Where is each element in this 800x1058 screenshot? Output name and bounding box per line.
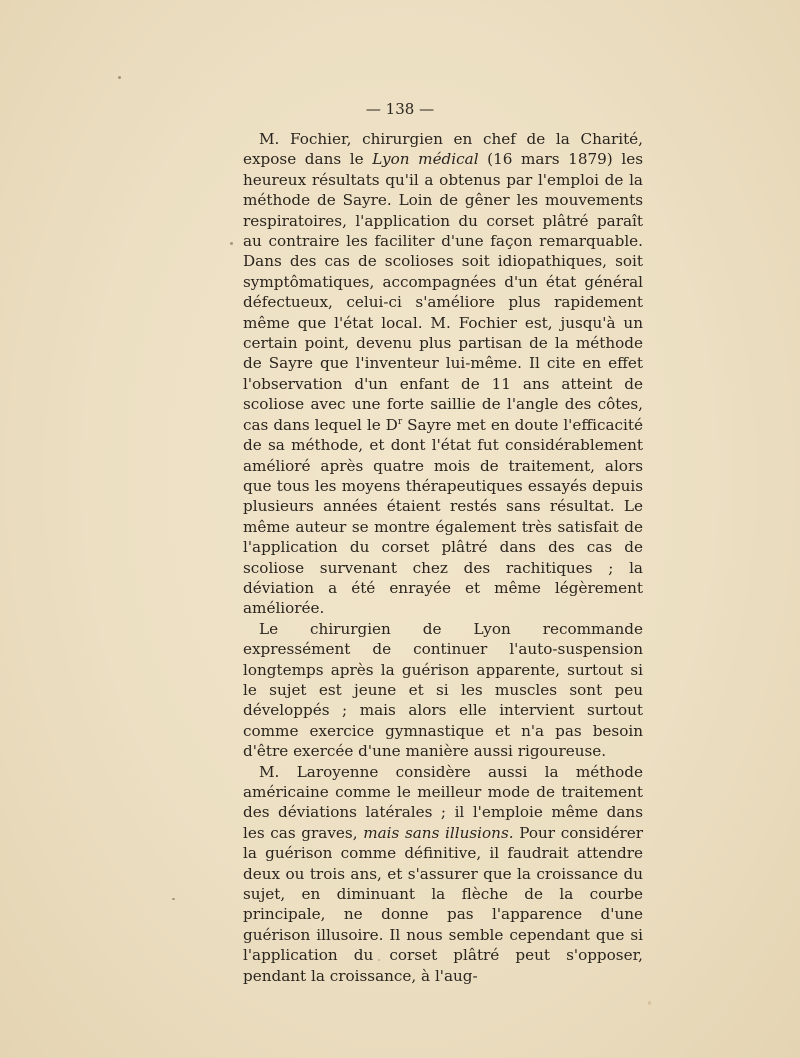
text-run: M. Fochier, chirurgien en chef de la Charité, expose dans le <box>243 130 643 169</box>
paper-speck <box>118 76 121 79</box>
text-run: M. Laroyenne considère aussi la méthode américaine comme le meilleur mode de traitement des déviations latérales ; il l'emploie même dans les cas graves, <box>243 762 643 842</box>
paper-speck <box>230 242 233 245</box>
text-run: (16 mars 1879) les heureux résultats qu'il a obtenus par l'emploi de la méthode de Sayre. Loin de gêner les mouvements respiratoires, l'application du corset plâtré paraît au contraire les faciliter d'une façon remarquable. Dans des cas de scolioses soit idiopathiques, soit symptômatiques, accompagnées d'un état général défectueux, celui-ci s'améliore plus rapidement même que l'état local. M. Fochier est, jusqu'à un certain point, devenu plus partisan de la méthode de Sayre que l'inventeur lui-même. Il cite en effet l'observation d'un enfant de 11 ans atteint de scoliose avec une forte saillie de l'angle des côtes, cas dans lequel le D <box>243 150 643 434</box>
paragraph-fochier <box>243 129 643 619</box>
paragraph-laroyenne <box>243 762 643 986</box>
page-number: — 138 — <box>365 100 435 118</box>
text-run: Pour considérer la guérison comme définitive, il faudrait attendre deux ou trois ans, et s'assurer que la croissance du sujet, en diminuant la flèche de la courbe principale, ne donne pas l'apparence d'une guérison illusoire. Il nous semble cependant que si l'application du corset plâtré peut s'opposer, pendant la croissance, à l'aug- <box>243 823 643 985</box>
journal-title: Lyon médical <box>372 150 479 169</box>
paragraph-lyon-surgeon: Le chirurgien de Lyon recommande expressément de continuer l'auto-suspension longtemps après la guérison apparente, surtout si le sujet est jeune et si les muscles sont peu développés ; mais alors elle intervient surtout comme exercice gymnastique et n'a pas besoin d'être exercée d'une manière aussi rigoureuse. <box>243 619 643 761</box>
paper-speck <box>648 1001 651 1005</box>
paper-speck <box>172 898 175 900</box>
superscript: r <box>397 416 403 427</box>
text-run: Sayre met en doute l'efficacité de sa méthode, et dont l'état fut considérablement amélioré après quatre mois de traitement, alors que tous les moyens thérapeutiques essayés depuis plusieurs années étaient restés sans résultat. Le même auteur se montre également très satisfait de l'application du corset plâtré dans des cas de scoliose survenant chez des rachitiques ; la déviation a été enrayée et même légèrement améliorée. <box>243 415 644 618</box>
body-text <box>243 129 643 986</box>
italic-phrase: mais sans illusions. <box>363 823 514 842</box>
